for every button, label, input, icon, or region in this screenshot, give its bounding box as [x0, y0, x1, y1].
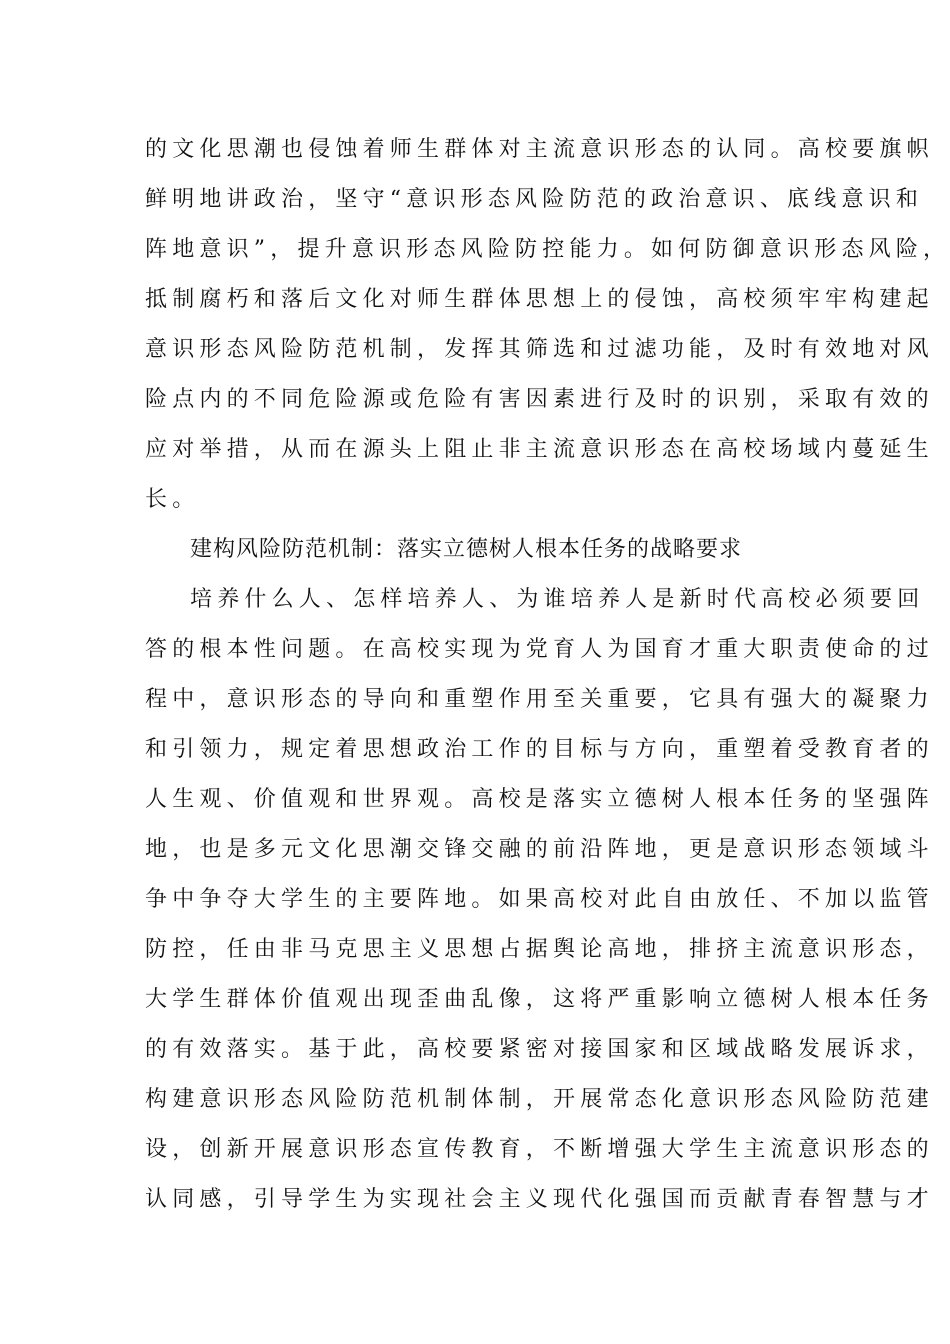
text-line: 程中，意识形态的导向和重塑作用至关重要，它具有强大的凝聚力: [145, 687, 934, 712]
text-line: 意识形态风险防范机制，发挥其筛选和过滤功能，及时有效地对风: [145, 337, 934, 362]
text-line: 长。: [145, 487, 200, 512]
text-line: 地，也是多元文化思潮交锋交融的前沿阵地，更是意识形态领域斗: [145, 837, 934, 862]
text-line: 的有效落实。基于此，高校要紧密对接国家和区域战略发展诉求，: [145, 1037, 934, 1062]
text-line: 的文化思潮也侵蚀着师生群体对主流意识形态的认同。高校要旗帜: [145, 137, 934, 162]
text-line: 培养什么人、怎样培养人、为谁培养人是新时代高校必须要回: [190, 587, 925, 612]
section-heading: 建构风险防范机制：落实立德树人根本任务的战略要求: [190, 537, 743, 562]
text-line: 防控，任由非马克思主义思想占据舆论高地，排挤主流意识形态，: [145, 937, 934, 962]
text-line: 抵制腐朽和落后文化对师生群体思想上的侵蚀，高校须牢牢构建起: [145, 287, 934, 312]
text-line: 设，创新开展意识形态宣传教育，不断增强大学生主流意识形态的: [145, 1137, 934, 1162]
text-line: 大学生群体价值观出现歪曲乱像，这将严重影响立德树人根本任务: [145, 987, 934, 1012]
text-line: 险点内的不同危险源或危险有害因素进行及时的识别，采取有效的: [145, 387, 934, 412]
text-line: 和引领力，规定着思想政治工作的目标与方向，重塑着受教育者的: [145, 737, 934, 762]
text-line: 构建意识形态风险防范机制体制，开展常态化意识形态风险防范建: [145, 1087, 934, 1112]
text-line: 鲜明地讲政治，坚守“意识形态风险防范的政治意识、底线意识和: [145, 187, 924, 212]
text-line: 答的根本性问题。在高校实现为党育人为国育才重大职责使命的过: [145, 637, 934, 662]
text-line: 应对举措，从而在源头上阻止非主流意识形态在高校场域内蔓延生: [145, 437, 934, 462]
text-line: 阵地意识”，提升意识形态风险防控能力。如何防御意识形态风险，: [145, 237, 950, 262]
text-line: 人生观、价值观和世界观。高校是落实立德树人根本任务的坚强阵: [145, 787, 934, 812]
text-line: 争中争夺大学生的主要阵地。如果高校对此自由放任、不加以监管: [145, 887, 934, 912]
text-line: 认同感，引导学生为实现社会主义现代化强国而贡献青春智慧与才: [145, 1187, 934, 1212]
